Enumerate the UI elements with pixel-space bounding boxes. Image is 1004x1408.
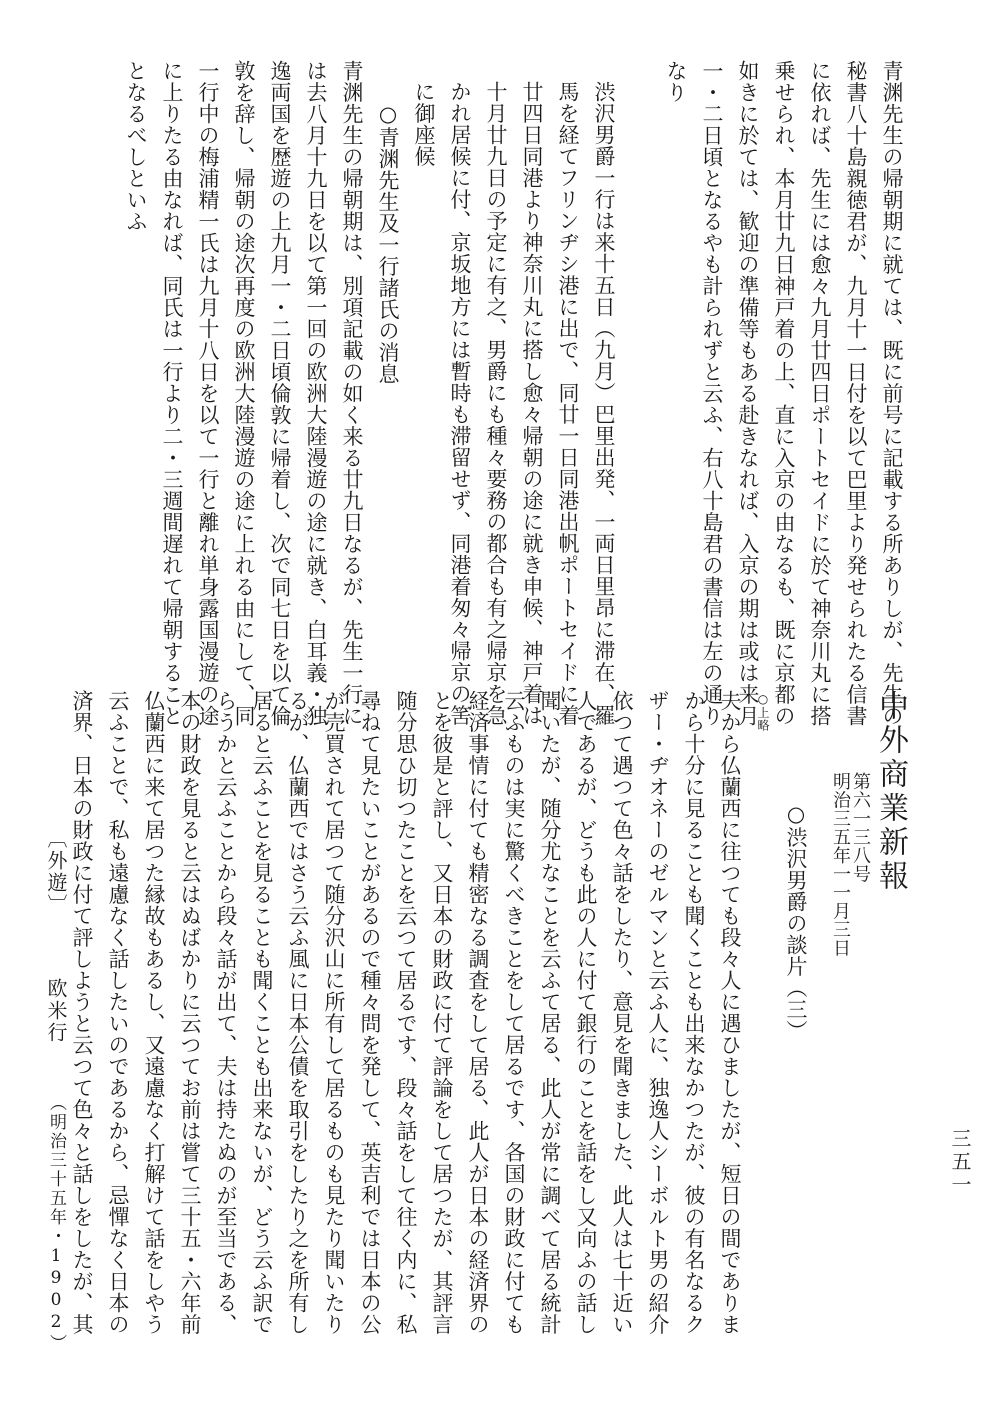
text-line: から十分に見ることも聞くことも出来なかつたが、彼の有名なるク bbox=[682, 690, 706, 1335]
text-line: 青渊先生の帰朝期は、別項記載の如く来る廿九日なるが、先生一行に bbox=[340, 60, 364, 727]
text-line: 如きに於ては、歓迎の準備等もある赴きなれば、入京の期は或は来月 bbox=[736, 60, 760, 727]
spacer bbox=[814, 690, 830, 1340]
text-line: るが、仏蘭西ではさう云ふ風に日本公債を取引をしたり之を所有し bbox=[286, 690, 310, 1335]
text-line: 人であるが、どうも此の人に付て銀行のことを話をし又向ふの話し bbox=[574, 690, 598, 1335]
text-line: 青渊先生の帰朝期に就ては、既に前号に記載する所ありしが、先生の bbox=[880, 60, 904, 727]
text-line: 一・二日頃となるやも計られずと云ふ、右八十島君の書信は左の通り bbox=[700, 60, 724, 727]
text-line: 乗せられ、本月廿九日神戸着の上、直に入京の由なるも、既に京都の bbox=[772, 60, 796, 727]
text-line: となるべしといふ bbox=[124, 60, 148, 232]
text-line: 夫から仏蘭西に往つても段々人に遇ひましたが、短日の間でありま bbox=[718, 690, 742, 1335]
issue-date: 明治三五年一一月三日 bbox=[830, 772, 851, 957]
chapter-title: 欧米行 bbox=[44, 978, 68, 1044]
text-line: 逸両国を歴遊の上九月一・二日頃倫敦に帰着し、次で同七日を以て倫 bbox=[268, 60, 292, 727]
text-line: に上りたる由なれば、同氏は一行より二・三週間遅れて帰朝すること bbox=[160, 60, 184, 727]
text-line: は去八月十九日を以て第一回の欧洲大陸漫遊の途に就き、白耳義・独 bbox=[304, 60, 328, 727]
section-label: 〔外遊〕 bbox=[44, 828, 68, 916]
text-line: 随分思ひ切つたことを云つて居るです、段々話をして往く内に、私 bbox=[394, 690, 418, 1335]
text-line: 渋沢男爵一行は来十五日（九月）巴里出発、一両日里昂に滞在、羅 bbox=[592, 81, 616, 726]
text-line: 依つて遇つて色々話をしたり、意見を聞きました、此人は七十近い bbox=[610, 690, 634, 1335]
text-line: 一行中の梅浦精一氏は九月十八日を以て一行と離れ単身露国漫遊の途 bbox=[196, 60, 220, 727]
newspaper-masthead: 中外商業新報 bbox=[873, 690, 908, 894]
text-line: なり bbox=[664, 60, 688, 103]
text-line: が売買されて居つて随分沢山に所有して居るものも見たり聞いたり bbox=[322, 690, 346, 1335]
text-line: とを彼是と評し、又日本の財政に付て評論をして居つたが、其評言 bbox=[430, 690, 454, 1335]
text-line: 本の財政を見ると云はぬばかりに云つてお前は嘗て三十五・六年前 bbox=[178, 690, 202, 1335]
paragraph-3 bbox=[118, 60, 370, 727]
text-line: かれ居候に付、京坂地方には暫時も滞留せず、同港着匆々帰京の筈 bbox=[448, 81, 472, 726]
text-line: 経済事情に付ても精密なる調査をして居る、此人が日本の経済界の bbox=[466, 690, 490, 1335]
text-line: 尋ねて見たいことがあるので種々問を発して、英吉利では日本の公 bbox=[358, 690, 382, 1335]
text-line: 秘書八十島親徳君が、九月十一日付を以て巴里より発せられたる信書 bbox=[844, 60, 868, 727]
text-line: 云ふことで、私も遠慮なく話したいのであるから、忌憚なく日本の bbox=[106, 690, 130, 1335]
text-line: 馬を経てフリンヂシ港に出で、同廿一日同港出帆ポートセイドに着 bbox=[556, 81, 580, 726]
page-number: 三五一 bbox=[948, 1128, 972, 1197]
text-line: 居ると云ふことを見ることも聞くことも出来ないが、どう云ふ訳で bbox=[250, 690, 274, 1335]
chapter-date: （明治三十五年・1902） bbox=[46, 1094, 66, 1353]
text-line: に御座候 bbox=[412, 81, 436, 167]
issue-number: 第六一三八号 bbox=[850, 772, 871, 883]
article-title: ○渋沢男爵の談片（三） bbox=[784, 802, 808, 1042]
paragraph-2-letter bbox=[406, 60, 622, 726]
text-line: らうかと云ふことから段々話が出て、夫は持たぬのが至当である、 bbox=[214, 690, 238, 1335]
text-line: 聞いたが、随分尤なことを云ふて居る、此人が常に調べて居る統計 bbox=[538, 690, 562, 1335]
spacer bbox=[622, 60, 658, 672]
issue-info bbox=[830, 690, 870, 1340]
article-body bbox=[64, 690, 748, 1340]
text-line: 済界、日本の財政に付て評しようと云つて色々と話しをしたが、其 bbox=[70, 690, 94, 1335]
text-line: ザー・ヂオネーのゼルマンと云ふ人に、独逸人シーボルト男の紹介 bbox=[646, 690, 670, 1335]
section-heading: ○青渊先生及一行諸氏の消息 bbox=[376, 102, 400, 385]
text-line: 仏蘭西に来て居つた縁故もあるし、又遠慮なく打解けて話をしやう bbox=[142, 690, 166, 1335]
text-line: に依れば、先生には愈々九月廿四日ポートセイドに於て神奈川丸に搭 bbox=[808, 60, 832, 727]
text-line: 敦を辞し、帰朝の途次再度の欧洲大陸漫遊の途に上れる由にして、同 bbox=[232, 60, 256, 727]
newspaper-article-block bbox=[70, 690, 910, 1340]
text-line: 云ふものは実に驚くべきことをして居るです、各国の財政に付ても bbox=[502, 690, 526, 1335]
omission-note: ○上略 bbox=[756, 692, 770, 732]
text-line: 十月廿九日の予定に有之、男爵にも種々要務の都合も有之帰京を急 bbox=[484, 81, 508, 726]
text-line: 廿四日同港より神奈川丸に搭し愈々帰朝の途に就き申候、神戸着は bbox=[520, 81, 544, 726]
